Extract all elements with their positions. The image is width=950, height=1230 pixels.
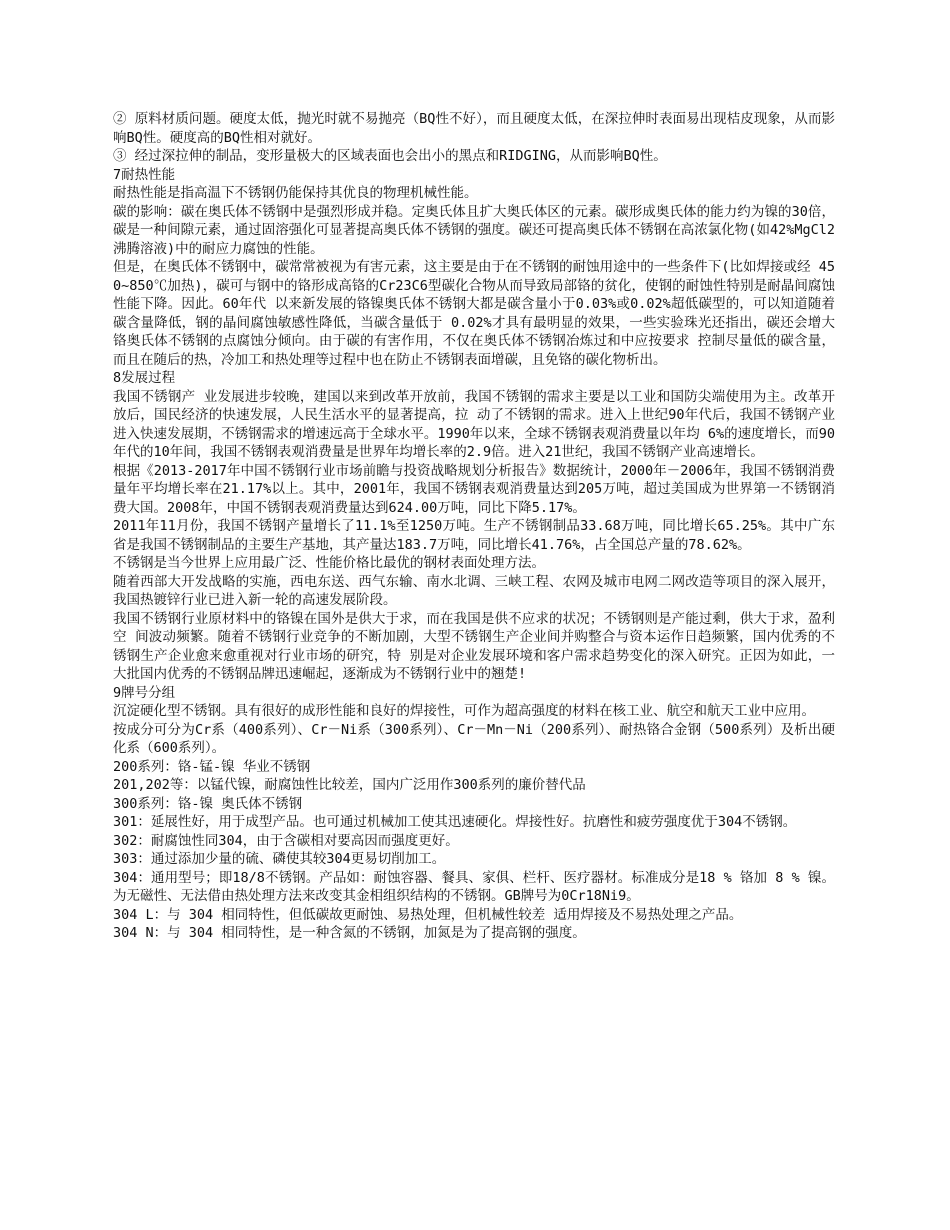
paragraph-304l: 304 L：与 304 相同特性，但低碳故更耐蚀、易热处理，但机械性较差 适用焊接及不易热处理之产品。 xyxy=(113,906,743,923)
section-heading-grades: 9牌号分组 xyxy=(113,684,176,701)
paragraph-bq-drawing: ③ 经过深拉伸的制品，变形量极大的区域表面也会出小的黑点和RIDGING，从而影响BQ性。 xyxy=(113,148,667,164)
paragraph-industry-history: 我国不锈钢产 业发展进步较晚，建国以来到改革开放前，我国不锈钢的需求主要是以工业和国防尖端使用为主。改革开放后，国民经济的快速发展，人民生活水平的显著提高，拉 动了不锈钢的需求。进入上世纪90年代后，我国不锈钢产业进入快速发展期，不锈钢需求的增速远高于全球水平。1990年以来，全球不锈钢表观消费量以年均 6%的速度增长，而90年代的10年间，我国不锈钢表观消费量是世界年均增长率的2.9倍。进入21世纪，我国不锈钢产业高速增长。 xyxy=(113,388,835,460)
paragraph-classification: 按成分可分为Cr系（400系列）、Cr－Ni系（300系列）、Cr－Mn－Ni（200系列）、耐热铬合金钢（500系列）及析出硬化系（600系列）。 xyxy=(113,721,835,756)
document-page xyxy=(113,110,835,943)
paragraph-200-series: 200系列：铬-锰-镍 华业不锈钢 xyxy=(113,758,311,775)
paragraph-303: 303：通过添加少量的硫、磷使其较304更易切削加工。 xyxy=(113,851,446,867)
paragraph-carbon-harm: 但是，在奥氏体不锈钢中，碳常常被视为有害元素，这主要是由于在不锈钢的耐蚀用途中的一些条件下(比如焊接或经 450~850℃加热)，碳可与钢中的铬形成高铬的Cr23C6型碳化合物从而导致局部铬的贫化，使钢的耐蚀性特别是耐晶间腐蚀性能下降。因此。60年代 以来新发展的铬镍奥氏体不锈钢大都是碳含量小于0.03%或0.02%超低碳型的，可以知道随着碳含量降低，钢的晶间腐蚀敏感性降低，当碳含量低于 0.02%才具有最明显的效果，一些实验珠光还指出，碳还会增大铬奥氏体不锈钢的点腐蚀分倾向。由于碳的有害作用，不仅在奥氏体不锈钢冶炼过和中应按要求 控制尽量低的碳含量，而且在随后的热，冷加工和热处理等过程中也在防止不锈钢表面增碳，且免铬的碳化物析出。 xyxy=(113,259,835,368)
paragraph-301: 301：延展性好，用于成型产品。也可通过机械加工使其迅速硬化。焊接性好。抗磨性和疲劳强度优于304不锈钢。 xyxy=(113,814,797,830)
paragraph-western-development: 随着西部大开发战略的实施，西电东送、西气东输、南水北调、三峡工程、农网及城市电网二网改造等项目的深入展开，我国热镀锌行业已进入新一轮的高速发展阶段。 xyxy=(113,573,835,608)
paragraph-201-202: 201,202等：以锰代镍，耐腐蚀性比较差，国内广泛用作300系列的廉价替代品 xyxy=(113,777,586,793)
section-heading-heat-resistance: 7耐热性能 xyxy=(113,166,176,183)
paragraph-heat-definition: 耐热性能是指高温下不锈钢仍能保持其优良的物理机械性能。 xyxy=(113,185,478,201)
section-heading-development: 8发展过程 xyxy=(113,370,176,386)
paragraph-market-competition: 我国不锈钢行业原材料中的铬镍在国外是供大于求，而在我国是供不应求的状况；不锈钢则是产能过剩，供大于求，盈利空 间波动频繁。随着不锈钢行业竞争的不断加剧，大型不锈钢生产企业间并购整合与资本运作日趋频繁，国内优秀的不锈钢生产企业愈来愈重视对行业市场的研究，特 别是对企业发展环境和客户需求趋势变化的深入研究。正因为如此，一大批国内优秀的不锈钢品牌迅速崛起，逐渐成为不锈钢行业中的翘楚! xyxy=(113,610,835,682)
paragraph-carbon-effect: 碳的影响：碳在奥氏体不锈钢中是强烈形成并稳。定奥氏体且扩大奥氏体区的元素。碳形成奥氏体的能力约为镍的30倍，碳是一种间隙元素，通过固溶强化可显著提高奥氏体不锈钢的强度。碳还可提高奥氏体不锈钢在高浓氯化物(如42%MgCl2沸腾溶液)中的耐应力腐蚀的性能。 xyxy=(113,203,835,257)
paragraph-300-series: 300系列：铬-镍 奥氏体不锈钢 xyxy=(113,795,303,812)
paragraph-precipitation-hardening: 沉淀硬化型不锈钢。具有很好的成形性能和良好的焊接性，可作为超高强度的材料在核工业、航空和航天工业中应用。 xyxy=(113,703,815,719)
paragraph-surface-treatment: 不锈钢是当今世界上应用最广泛、性能价格比最优的钢材表面处理方法。 xyxy=(113,555,545,571)
paragraph-304: 304：通用型号；即18/8不锈钢。产品如：耐蚀容器、餐具、家俱、栏杆、医疗器材。标准成分是18 % 铬加 8 % 镍。为无磁性、无法借由热处理方法来改变其金相组织结构的不锈钢。GB牌号为0Cr18Ni9。 xyxy=(113,869,835,904)
paragraph-bq-material: ② 原料材质问题。硬度太低，抛光时就不易抛亮（BQ性不好），而且硬度太低，在深拉伸时表面易出现桔皮现象，从而影响BQ性。硬度高的BQ性相对就好。 xyxy=(113,111,835,146)
paragraph-304n: 304 N：与 304 相同特性，是一种含氮的不锈钢，加氮是为了提高钢的强度。 xyxy=(113,925,586,941)
paragraph-2011-output: 2011年11月份，我国不锈钢产量增长了11.1%至1250万吨。生产不锈钢制品33.68万吨，同比增长65.25%。其中广东省是我国不锈钢制品的主要生产基地，其产量达183.7万吨，同比增长41.76%，占全国总产量的78.62%。 xyxy=(113,518,835,553)
paragraph-consumption-stats: 根据《2013-2017年中国不锈钢行业市场前瞻与投资战略规划分析报告》数据统计，2000年－2006年，我国不锈钢消费量年平均增长率在21.17%以上。其中，2001年，我国不锈钢表观消费量达到205万吨，超过美国成为世界第一不锈钢消费大国。2008年，中国不锈钢表观消费量达到624.00万吨，同比下降5.17%。 xyxy=(113,462,835,516)
paragraph-302: 302：耐腐蚀性同304，由于含碳相对要高因而强度更好。 xyxy=(113,832,459,849)
